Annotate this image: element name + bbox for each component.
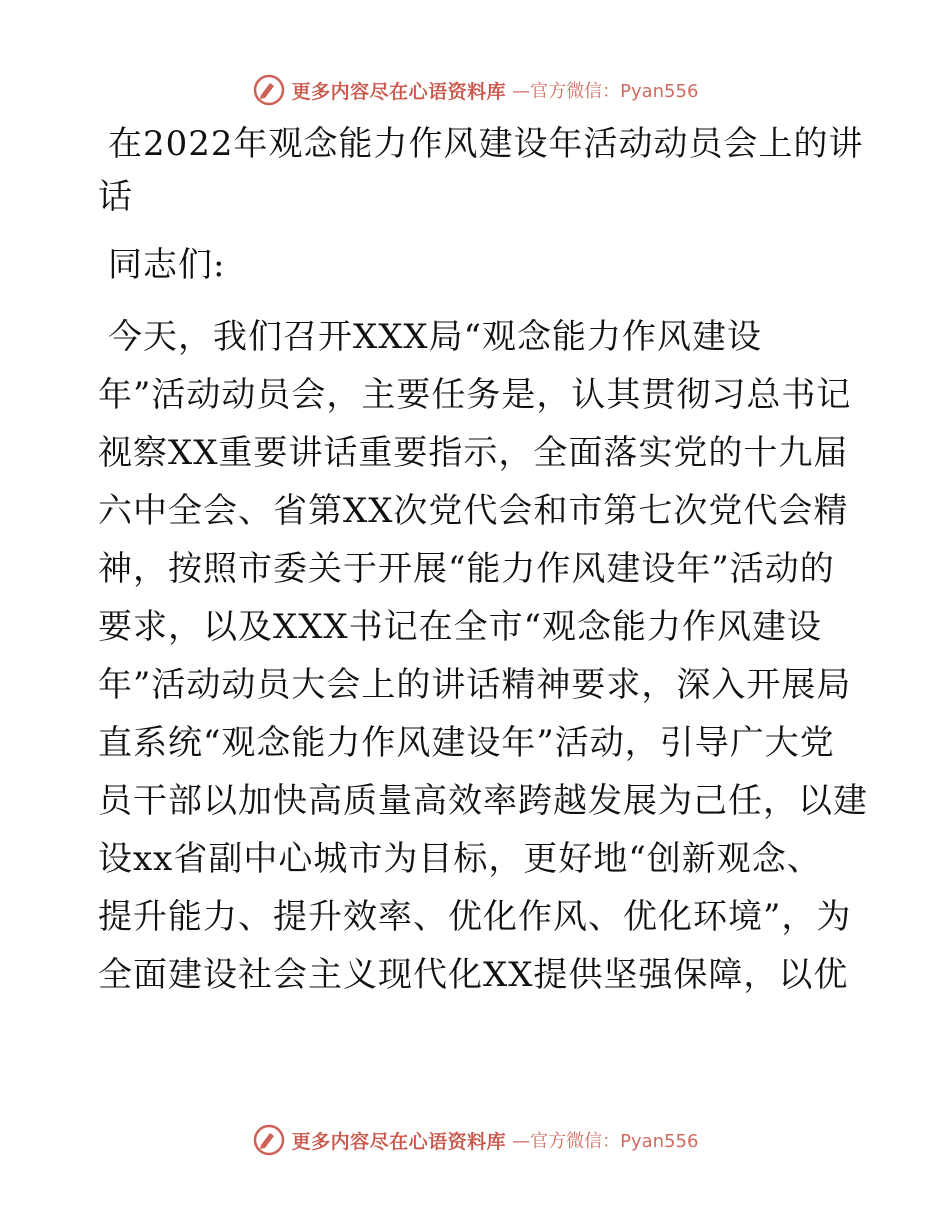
salutation: 同志们:: [108, 245, 226, 285]
title-line: 话: [98, 177, 133, 217]
header-watermark-banner: [0, 70, 950, 110]
book-pen-logo-icon: [252, 73, 286, 107]
paragraph-line: 六中全会、省第XX次党代会和市第七次党代会精: [98, 491, 849, 531]
document-title: [98, 118, 864, 224]
paragraph-line: 员干部以加快高质量高效率跨越发展为己任，以建: [98, 781, 868, 821]
paragraph-line: 年”活动动员会，主要任务是，认其贯彻习总书记: [98, 375, 852, 415]
paragraph-line: 要求，以及XXX书记在全市“观念能力作风建设: [98, 607, 822, 647]
watermark-official-text: —官方微信：Pyan556: [512, 1131, 699, 1152]
paragraph-line: 设xx省副中心城市为目标，更好地“创新观念、: [98, 839, 822, 879]
paragraph-line: 视察XX重要讲话重要指示，全面落实党的十九届: [98, 433, 849, 473]
document-body: [98, 118, 868, 1004]
paragraph-line: 直系统“观念能力作风建设年”活动，引导广大党: [98, 723, 835, 763]
footer-watermark-banner: [0, 1120, 950, 1160]
body-paragraph: [98, 308, 868, 1004]
paragraph-line: 提升能力、提升效率、优化作风、优化环境”，为: [98, 897, 852, 937]
watermark-brand-text: 更多内容尽在心语资料库: [291, 80, 507, 103]
watermark-official-text: —官方微信：Pyan556: [512, 81, 699, 102]
paragraph-line: 年”活动动员大会上的讲话精神要求，深入开展局: [98, 665, 852, 705]
paragraph-line: 神，按照市委关于开展“能力作风建设年”活动的: [98, 549, 835, 589]
book-pen-logo-icon: [252, 1123, 286, 1157]
paragraph-line: 今天，我们召开XXX局“观念能力作风建设: [108, 317, 762, 357]
title-line: 在2022年观念能力作风建设年活动动员会上的讲: [108, 124, 864, 164]
watermark-brand-text: 更多内容尽在心语资料库: [291, 1130, 507, 1153]
paragraph-line: 全面建设社会主义现代化XX提供坚强保障，以优: [98, 955, 849, 995]
